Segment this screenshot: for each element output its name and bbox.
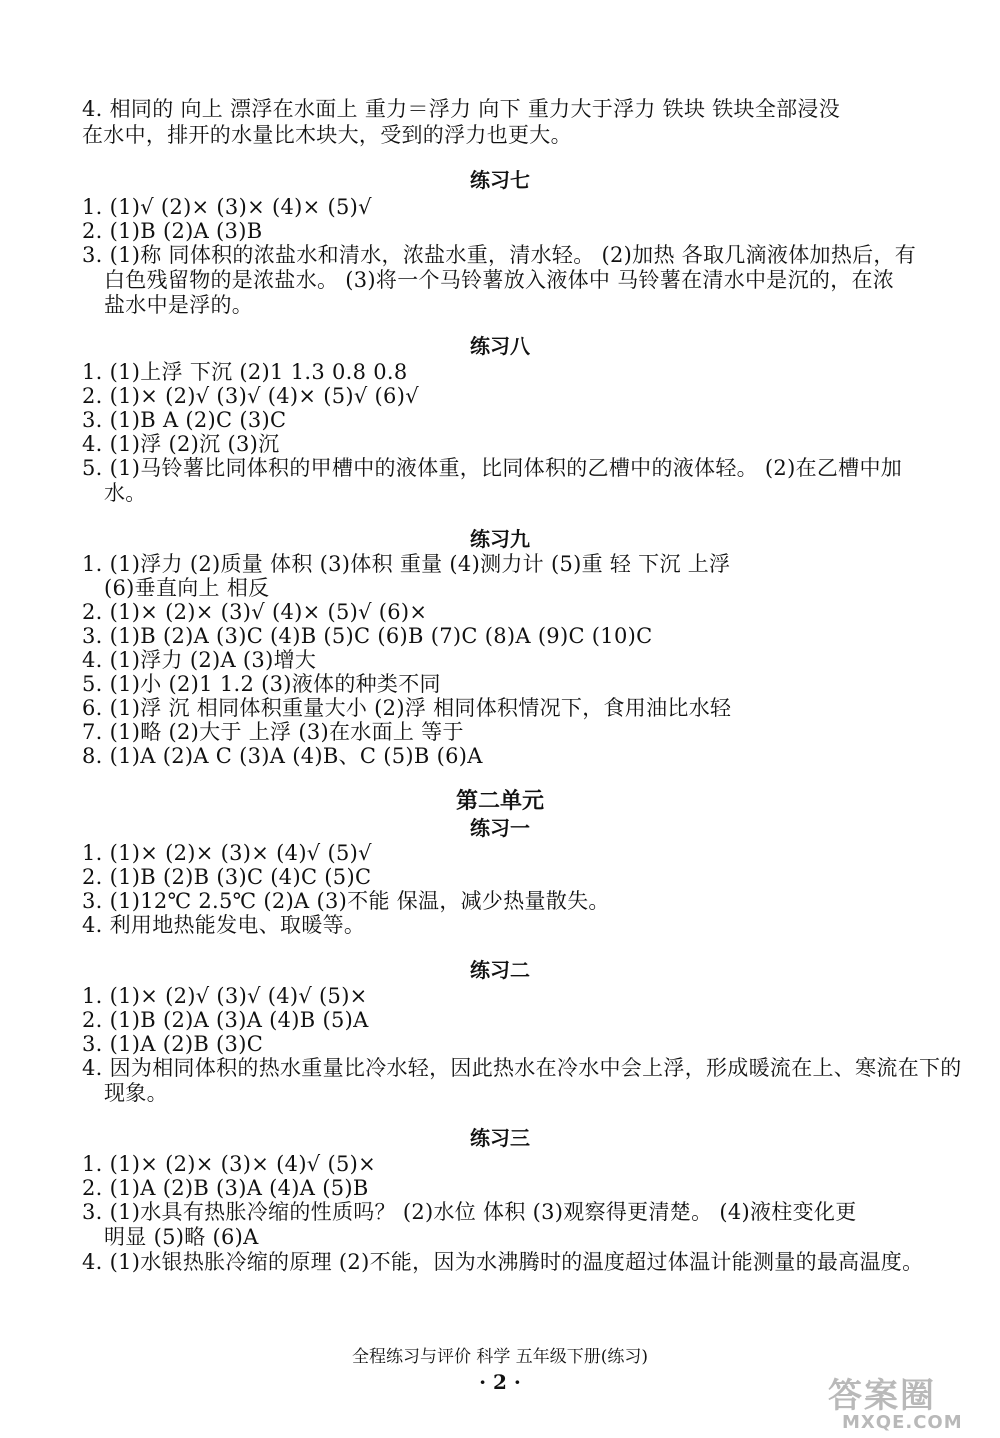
u2ex3-line-1: 1. (1)× (2)× (3)× (4)√ (5)×	[82, 1152, 377, 1176]
site-watermark-logo	[824, 1368, 994, 1434]
ex7-line-4: 白色残留物的是浓盐水。 (3)将一个马铃薯放入液体中 马铃薯在清水中是沉的，在浓	[104, 268, 895, 292]
footer-book-title: 全程练习与评价 科学 五年级下册(练习)	[351, 1347, 649, 1367]
ex8-line-5: 5. (1)马铃薯比同体积的甲槽中的液体重，比同体积的乙槽中的液体轻。 (2)在乙槽中加	[82, 456, 903, 480]
u2ex1-line-3: 3. (1)12℃ 2.5℃ (2)A (3)不能 保温，减少热量散失。	[82, 889, 610, 913]
ex8-line-6: 水。	[104, 481, 147, 505]
u2ex2-line-1: 1. (1)× (2)√ (3)√ (4)√ (5)×	[82, 984, 368, 1008]
u2ex3-line-4: 明显 (5)略 (6)A	[104, 1225, 259, 1249]
exercise-7-heading: 练习七	[470, 168, 530, 192]
exercise-9-heading: 练习九	[470, 527, 530, 551]
ex7-line-3: 3. (1)称 同体积的浓盐水和清水，浓盐水重，清水轻。 (2)加热 各取几滴液体加热后，有	[82, 243, 917, 267]
exercise-8-heading: 练习八	[470, 334, 530, 358]
ex7-line-1: 1. (1)√ (2)× (3)× (4)× (5)√	[82, 195, 372, 219]
ex9-line-9: 8. (1)A (2)A C (3)A (4)B、C (5)B (6)A	[82, 744, 483, 768]
u2ex2-line-2: 2. (1)B (2)A (3)A (4)B (5)A	[82, 1008, 369, 1032]
u2ex2-line-3: 3. (1)A (2)B (3)C	[82, 1032, 264, 1056]
ex8-line-2: 2. (1)× (2)√ (3)√ (4)× (5)√ (6)√	[82, 384, 419, 408]
u2ex3-line-2: 2. (1)A (2)B (3)A (4)A (5)B	[82, 1176, 369, 1200]
ex9-line-8: 7. (1)略 (2)大于 上浮 (3)在水面上 等于	[82, 720, 464, 744]
u2ex3-line-5: 4. (1)水银热胀冷缩的原理 (2)不能，因为水沸腾时的温度超过体温计能测量的最高温度。	[82, 1250, 924, 1274]
intro-line-1: 4. 相同的 向上 漂浮在水面上 重力＝浮力 向下 重力大于浮力 铁块 铁块全部浸没	[82, 97, 841, 121]
page-number: · 2 ·	[479, 1370, 521, 1394]
ex7-line-5: 盐水中是浮的。	[104, 293, 254, 317]
unit-2-heading: 第二单元	[455, 789, 544, 814]
ex9-line-1: 1. (1)浮力 (2)质量 体积 (3)体积 重量 (4)测力计 (5)重 轻 下沉 上浮	[82, 552, 731, 576]
ex8-line-1: 1. (1)上浮 下沉 (2)1 1.3 0.8 0.8	[82, 360, 408, 384]
u2ex1-line-1: 1. (1)× (2)× (3)× (4)√ (5)√	[82, 841, 372, 865]
u2ex1-line-2: 2. (1)B (2)B (3)C (4)C (5)C	[82, 865, 372, 889]
unit2-exercise-1-heading: 练习一	[470, 816, 530, 840]
ex7-line-2: 2. (1)B (2)A (3)B	[82, 219, 263, 243]
unit2-exercise-3-heading: 练习三	[470, 1126, 530, 1150]
watermark-main-text: 答案圈	[828, 1376, 936, 1416]
intro-line-2: 在水中，排开的水量比木块大，受到的浮力也更大。	[82, 123, 572, 147]
u2ex1-line-4: 4. 利用地热能发电、取暖等。	[82, 913, 366, 937]
ex8-line-4: 4. (1)浮 (2)沉 (3)沉	[82, 432, 280, 456]
ex8-line-3: 3. (1)B A (2)C (3)C	[82, 408, 287, 432]
u2ex3-line-3: 3. (1)水具有热胀冷缩的性质吗？ (2)水位 体积 (3)观察得更清楚。 (4)液柱变化更	[82, 1200, 857, 1224]
ex9-line-4: 3. (1)B (2)A (3)C (4)B (5)C (6)B (7)C (8)A (9)C (10)C	[82, 624, 653, 648]
ex9-line-2: (6)垂直向上 相反	[104, 576, 270, 600]
unit2-exercise-2-heading: 练习二	[470, 958, 530, 982]
ex9-line-7: 6. (1)浮 沉 相同体积重量大小 (2)浮 相同体积情况下，食用油比水轻	[82, 696, 732, 720]
ex9-line-6: 5. (1)小 (2)1 1.2 (3)液体的种类不同	[82, 672, 441, 696]
ex9-line-3: 2. (1)× (2)× (3)√ (4)× (5)√ (6)×	[82, 600, 428, 624]
u2ex2-line-5: 现象。	[104, 1081, 168, 1105]
watermark-url-text: MXQE.COM	[842, 1412, 963, 1433]
u2ex2-line-4: 4. 因为相同体积的热水重量比冷水轻，因此热水在冷水中会上浮，形成暖流在上、寒流在下的	[82, 1056, 962, 1080]
ex9-line-5: 4. (1)浮力 (2)A (3)增大	[82, 648, 317, 672]
